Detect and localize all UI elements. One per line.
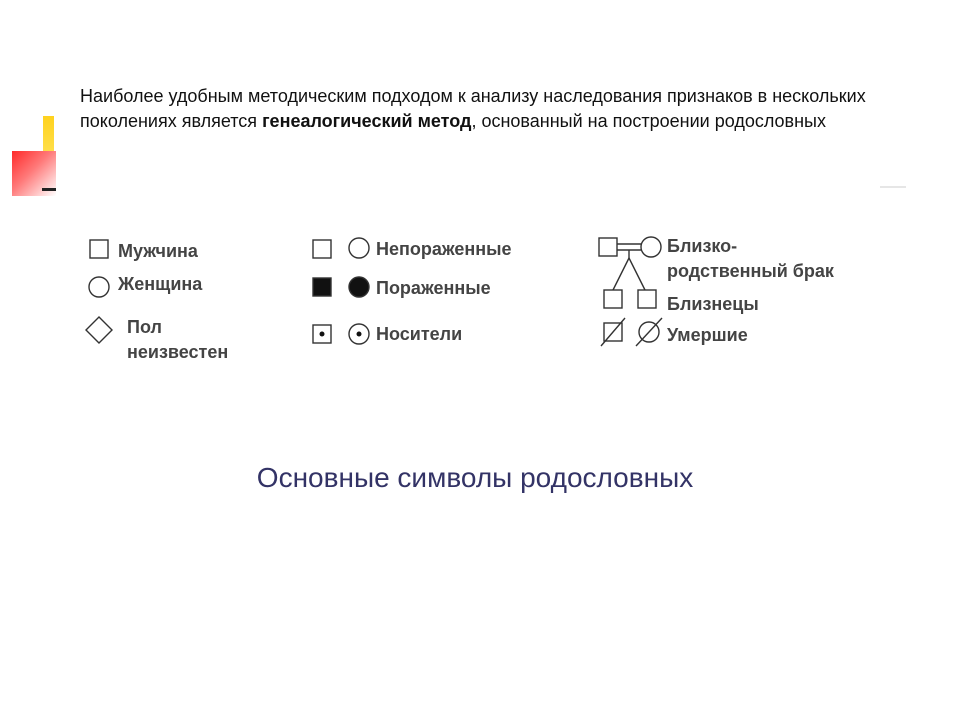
twin-right-square-icon [638, 290, 656, 308]
unknown-sex-diamond-icon [86, 317, 112, 343]
label-female: Женщина [118, 274, 203, 294]
intro-text-end: , основанный на построении родословных [471, 110, 826, 131]
unaffected-female-icon [349, 238, 369, 258]
carrier-male-dot-icon [320, 332, 325, 337]
label-unknown-sex [127, 315, 228, 365]
affected-male-icon [313, 278, 331, 296]
label-affected: Пораженные [376, 278, 491, 298]
label-consanguineous-marriage [667, 234, 834, 284]
label-unaffected: Непораженные [376, 239, 512, 259]
label-deceased: Умершие [667, 325, 748, 345]
intro-text-start: Наиболее удобным методическим подходом к анализу наследования признаков в нескольких поколениях является [80, 86, 866, 131]
twins-branch-left-icon [613, 258, 629, 290]
intro-paragraph [80, 84, 880, 133]
unaffected-male-icon [313, 240, 331, 258]
male-square-icon [90, 240, 108, 258]
female-circle-icon [89, 277, 109, 297]
intro-bold-term: генеалогический метод [262, 110, 472, 131]
consanguineous-female-icon [641, 237, 661, 257]
label-unknown-sex-line2: неизвестен [127, 342, 229, 362]
decorative-divider-tail [880, 186, 906, 188]
pedigree-symbols-legend [80, 228, 880, 378]
label-unknown-sex-line1: Пол [127, 317, 162, 337]
twin-left-square-icon [604, 290, 622, 308]
consanguineous-male-icon [599, 238, 617, 256]
label-twins: Близнецы [667, 294, 759, 314]
label-male: Мужчина [118, 241, 198, 261]
label-carriers: Носители [376, 324, 463, 344]
affected-female-icon [349, 277, 369, 297]
decorative-divider [42, 188, 56, 191]
twins-branch-right-icon [629, 258, 645, 290]
figure-caption: Основные символы родословных [256, 462, 694, 493]
carrier-female-dot-icon [357, 332, 362, 337]
label-consanguineous-line1: Близко- [667, 236, 738, 256]
label-consanguineous-line2: родственный брак [667, 261, 834, 281]
